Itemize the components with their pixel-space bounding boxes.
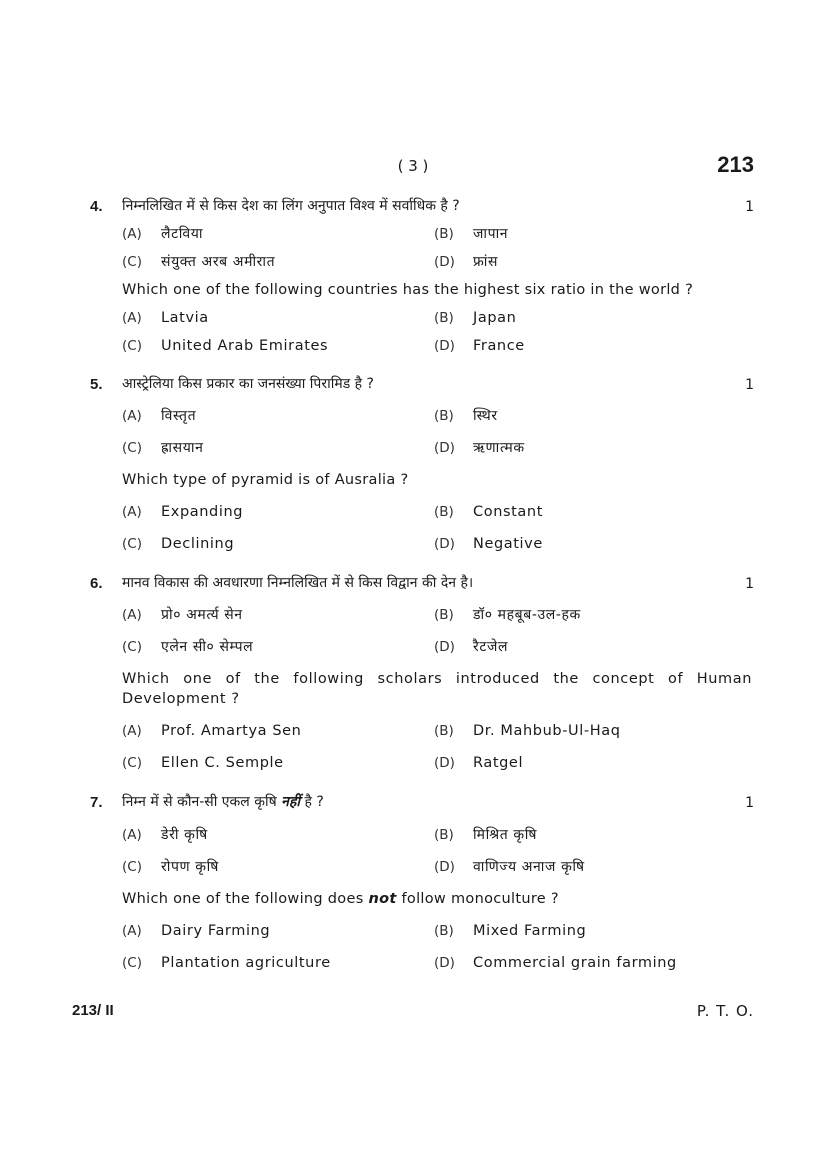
option-english-b: (B) Mixed Farming [434,923,587,939]
option-hindi-d: (D) फ्रांस [434,254,499,270]
question-marks: 1 [745,576,754,592]
option-english-d: (D) Ratgel [434,755,524,771]
option-hindi-b: (B) जापान [434,226,509,242]
option-hindi-a: (A) लैटविया [122,226,204,242]
option-english-a: (A) Dairy Farming [122,923,271,939]
option-english-b: (B) Dr. Mahbub-Ul-Haq [434,723,621,739]
question-text-english: Which one of the following countries has the highest six ratio in the world ? [122,282,694,298]
option-english-b: (B) Constant [434,504,543,520]
option-hindi-d: (D) वाणिज्य अनाज कृषि [434,859,585,875]
option-english-a: (A) Prof. Amartya Sen [122,723,302,739]
option-english-b: (B) Japan [434,310,517,326]
question-marks: 1 [745,795,754,811]
emphasis-text: नहीं [281,794,301,810]
page-number: ( 3 ) [397,157,429,175]
question-text-english: Which one of the following scholars introduced the concept of Human Development ? [122,671,752,707]
option-hindi-d: (D) रैटजेल [434,639,509,655]
option-english-a: (A) Expanding [122,504,244,520]
option-english-d: (D) Negative [434,536,543,552]
option-english-d: (D) Commercial grain farming [434,955,677,971]
option-hindi-c: (C) ह्रासयान [122,440,204,456]
question-text-english: Which one of the following does not follow monoculture ? [122,891,559,907]
question-text-hindi: निम्न में से कौन-सी एकल कृषि नहीं है ? [122,794,324,810]
option-hindi-b: (B) मिश्रित कृषि [434,827,538,843]
option-hindi-d: (D) ऋणात्मक [434,440,525,456]
option-english-c: (C) United Arab Emirates [122,338,329,354]
option-hindi-c: (C) संयुक्त अरब अमीरात [122,254,276,270]
option-hindi-c: (C) रोपण कृषि [122,859,219,875]
question-marks: 1 [745,199,754,215]
option-hindi-a: (A) डेरी कृषि [122,827,208,843]
question-number: 6. [90,575,103,592]
option-english-c: (C) Declining [122,536,235,552]
question-text-hindi: आस्ट्रेलिया किस प्रकार का जनसंख्या पिरामिड है ? [122,376,374,392]
option-hindi-b: (B) स्थिर [434,408,498,424]
paper-code: 213 [717,152,754,177]
emphasis-text: not [368,891,397,907]
footer-paper-code: 213/ II [72,1002,114,1019]
option-english-c: (C) Plantation agriculture [122,955,331,971]
question-number: 7. [90,794,103,811]
question-marks: 1 [745,377,754,393]
option-english-d: (D) France [434,338,525,354]
option-hindi-a: (A) विस्तृत [122,408,197,424]
option-english-a: (A) Latvia [122,310,209,326]
question-text-hindi: निम्नलिखित में से किस देश का लिंग अनुपात विश्व में सर्वाधिक है ? [122,198,460,214]
option-english-c: (C) Ellen C. Semple [122,755,284,771]
question-number: 5. [90,376,103,393]
option-hindi-a: (A) प्रो० अमर्त्य सेन [122,607,243,623]
question-number: 4. [90,198,103,215]
option-hindi-c: (C) एलेन सी० सेम्पल [122,639,254,655]
question-text-hindi: मानव विकास की अवधारणा निम्नलिखित में से किस विद्वान की देन है। [122,575,474,591]
footer-pto: P. T. O. [696,1002,754,1020]
question-text-english: Which type of pyramid is of Ausralia ? [122,472,409,488]
option-hindi-b: (B) डॉ० महबूब-उल-हक [434,607,581,623]
